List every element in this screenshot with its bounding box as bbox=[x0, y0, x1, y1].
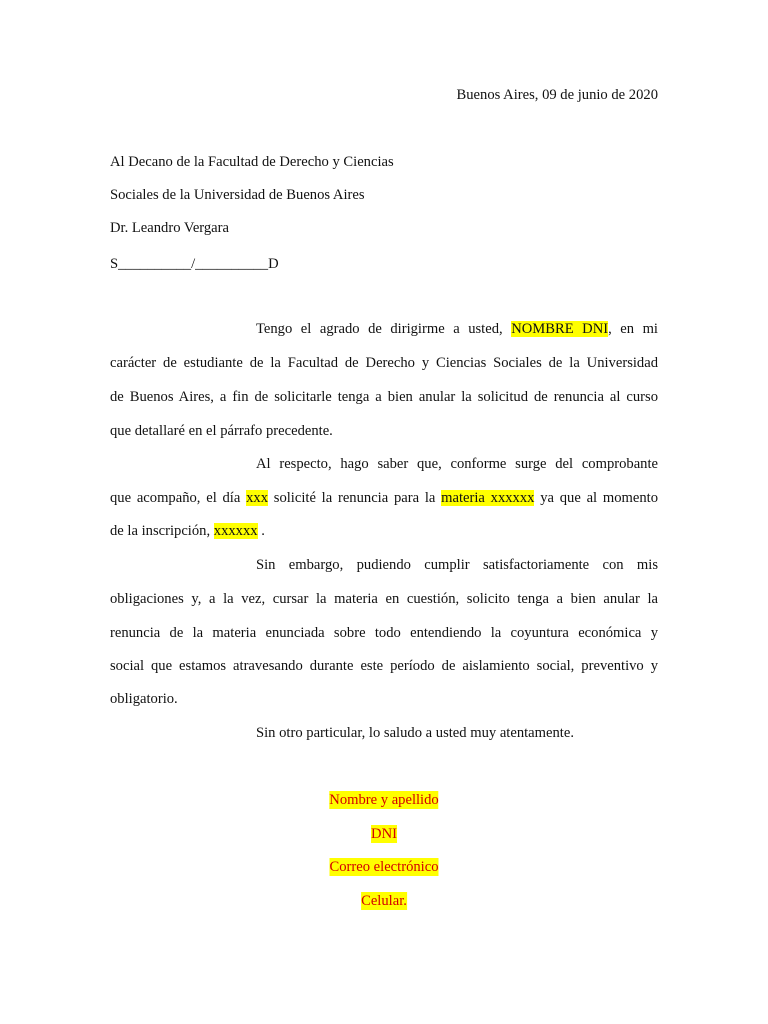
signature-phone: Celular. bbox=[361, 893, 407, 909]
paragraph-1-line-4: que detallaré en el párrafo precedente. bbox=[110, 423, 333, 439]
placeholder-nombre-dni: NOMBRE DNI bbox=[511, 321, 609, 337]
paragraph-3-line-4: social que estamos atravesando durante este período de aislamiento social, preventivo y bbox=[110, 658, 658, 674]
paragraph-3-line-5: obligatorio. bbox=[110, 691, 178, 707]
addressee-line-2: Sociales de la Universidad de Buenos Aires bbox=[110, 187, 365, 203]
signature-dni: DNI bbox=[371, 826, 397, 842]
paragraph-1-line-1 bbox=[256, 320, 658, 338]
closing-line: Sin otro particular, lo saludo a usted muy atentamente. bbox=[256, 725, 574, 741]
paragraph-2-line-2 bbox=[110, 489, 658, 507]
p2-text-d: de la inscripción, bbox=[110, 523, 211, 539]
p2-text-c: ya que al momento bbox=[540, 490, 658, 506]
signature-name: Nombre y apellido bbox=[329, 792, 439, 808]
paragraph-2-line-1: Al respecto, hago saber que, conforme surge del comprobante bbox=[256, 456, 658, 472]
addressee-line-4: S__________/__________D bbox=[110, 256, 279, 272]
paragraph-3-line-3: renuncia de la materia enunciada sobre todo entendiendo la coyuntura económica y bbox=[110, 625, 658, 641]
letter-date: Buenos Aires, 09 de junio de 2020 bbox=[456, 87, 658, 103]
paragraph-1-line-2: carácter de estudiante de la Facultad de Derecho y Ciencias Sociales de la Universidad bbox=[110, 355, 658, 371]
placeholder-dia: xxx bbox=[246, 490, 268, 506]
paragraph-2-line-3 bbox=[110, 522, 265, 540]
paragraph-3-line-1: Sin embargo, pudiendo cumplir satisfactoriamente con mis bbox=[256, 557, 658, 573]
p1-text-b: , en mi bbox=[608, 321, 658, 337]
placeholder-materia: materia xxxxxx bbox=[441, 490, 535, 506]
p1-text-a: Tengo el agrado de dirigirme a usted, bbox=[256, 321, 503, 337]
paragraph-1-line-3: de Buenos Aires, a fin de solicitarle tenga a bien anular la solicitud de renuncia al curso bbox=[110, 389, 658, 405]
p2-text-b: solicité la renuncia para la bbox=[273, 490, 436, 506]
addressee-line-1: Al Decano de la Facultad de Derecho y Ciencias bbox=[110, 154, 394, 170]
paragraph-3-line-2: obligaciones y, a la vez, cursar la materia en cuestión, solicito tenga a bien anular la bbox=[110, 591, 658, 607]
placeholder-inscripcion: xxxxxx bbox=[213, 523, 258, 539]
addressee-line-3: Dr. Leandro Vergara bbox=[110, 220, 230, 236]
signature-email: Correo electrónico bbox=[329, 859, 439, 875]
p2-text-e: . bbox=[261, 523, 265, 539]
p2-text-a: que acompaño, el día bbox=[110, 490, 241, 506]
